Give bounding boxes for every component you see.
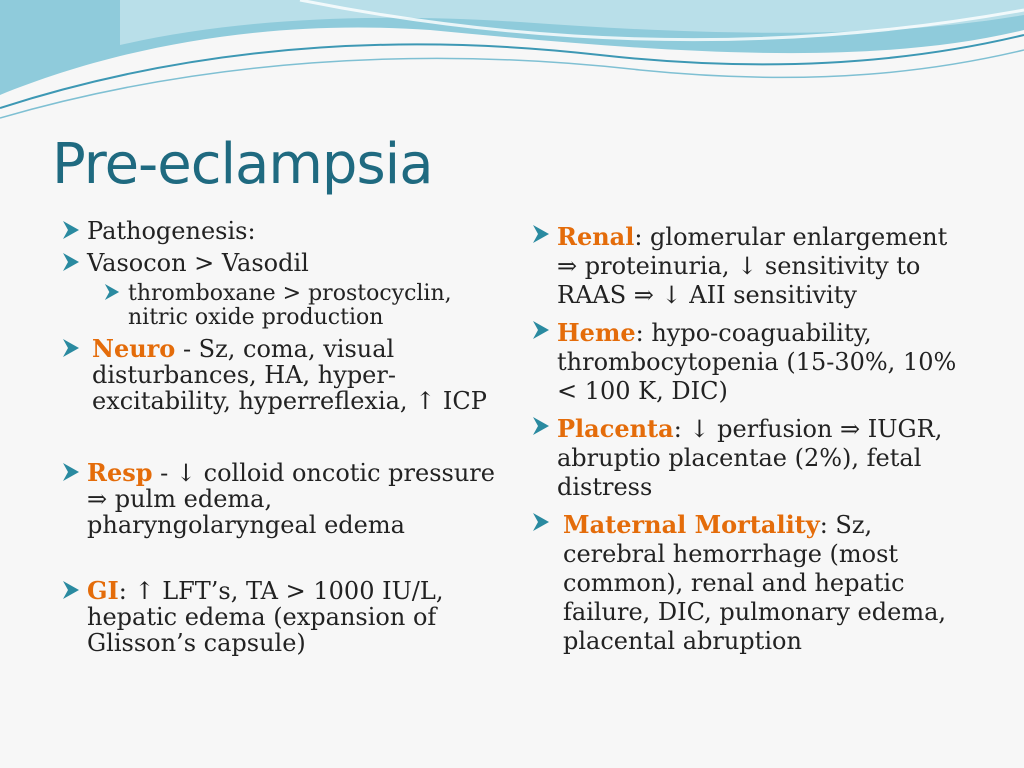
system-label: Renal bbox=[557, 222, 635, 251]
bullet-heme bbox=[532, 318, 972, 406]
bullet-gi bbox=[62, 578, 502, 656]
bullet-text: : Sz, cerebral hemorrhage (most common), renal and hepatic failure, DIC, pulmonary edema, placental abruption bbox=[563, 511, 947, 655]
system-label: Placenta bbox=[557, 414, 674, 443]
slide-title: Pre-eclampsia bbox=[52, 132, 433, 197]
arrow-bullet-icon bbox=[104, 283, 122, 303]
bullet-text: : ↓ perfusion ⇒ IUGR, abruptio placentae (2%), fetal distress bbox=[557, 415, 943, 501]
bullet-renal bbox=[532, 222, 972, 310]
bullet-maternal-mortality bbox=[532, 510, 972, 656]
bullet-text: - Sz, coma, visual disturbances, HA, hyper-excitability, hyperreflexia, ↑ ICP bbox=[92, 335, 487, 415]
left-column bbox=[62, 218, 502, 656]
arrow-bullet-icon bbox=[532, 416, 550, 436]
arrow-bullet-icon bbox=[62, 338, 80, 358]
bullet-text: : ↑ LFT’s, TA > 1000 IU/L, hepatic edema (expansion of Glisson’s capsule) bbox=[87, 577, 444, 657]
bullet-text: : glomerular enlargement ⇒ proteinuria, ↓ sensitivity to RAAS ⇒ ↓ AII sensitivity bbox=[557, 223, 948, 309]
bullet-thromboxane bbox=[62, 282, 502, 330]
arrow-bullet-icon bbox=[62, 252, 80, 272]
bullet-resp bbox=[62, 460, 502, 538]
arrow-bullet-icon bbox=[532, 320, 550, 340]
arrow-bullet-icon bbox=[532, 224, 550, 244]
arrow-bullet-icon bbox=[62, 580, 80, 600]
bullet-text: : hypo-coaguability, thrombocytopenia (15-30%, 10%< 100 K, DIC) bbox=[557, 319, 957, 405]
arrow-bullet-icon bbox=[62, 220, 80, 240]
bullet-placenta bbox=[532, 414, 972, 502]
bullet-text: Vasocon > Vasodil bbox=[87, 249, 309, 277]
arrow-bullet-icon bbox=[62, 462, 80, 482]
bullet-vasocon bbox=[62, 250, 502, 276]
bullet-text: Pathogenesis: bbox=[87, 217, 256, 245]
bullet-pathogenesis bbox=[62, 218, 502, 244]
system-label: Neuro bbox=[92, 334, 176, 363]
bullet-text: thromboxane > prostocyclin, nitric oxide production bbox=[128, 281, 452, 330]
system-label: GI bbox=[87, 576, 119, 605]
right-column bbox=[532, 222, 972, 656]
system-label: Maternal Mortality bbox=[563, 510, 820, 539]
bullet-neuro bbox=[62, 336, 502, 414]
header-wave-decoration bbox=[0, 0, 1024, 125]
bullet-text: - ↓ colloid oncotic pressure ⇒ pulm edema, pharyngolaryngeal edema bbox=[87, 459, 495, 539]
system-label: Resp bbox=[87, 458, 153, 487]
system-label: Heme bbox=[557, 318, 636, 347]
arrow-bullet-icon bbox=[532, 512, 550, 532]
